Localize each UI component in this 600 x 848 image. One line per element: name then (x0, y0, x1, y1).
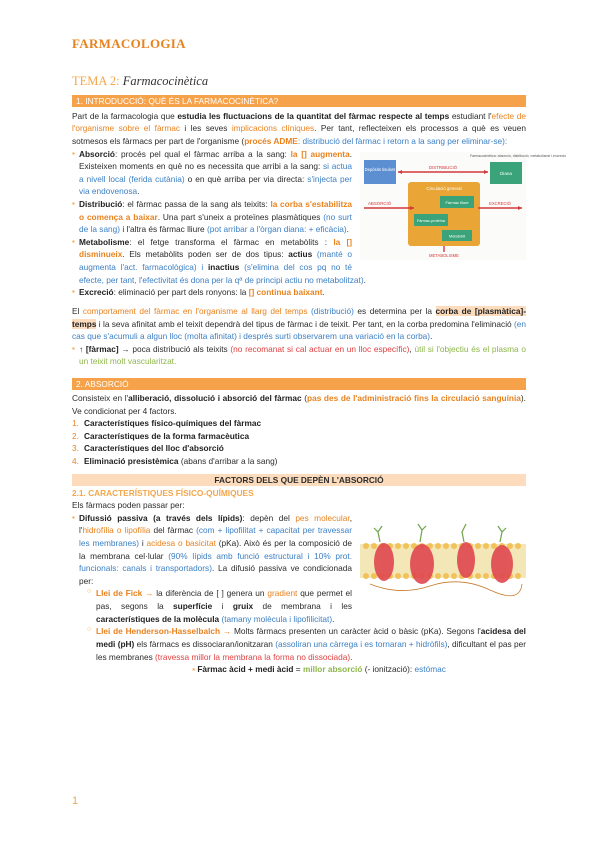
text: . (322, 287, 325, 298)
absorcio-intro (72, 392, 526, 417)
text-highlight: corba de [plasmàtica]-temps (72, 305, 527, 329)
sublist-item-hh (87, 625, 526, 663)
text: o en què arriba per via directa: (184, 173, 308, 184)
difusio-block (72, 512, 526, 676)
term: Distribució (79, 199, 123, 210)
text: , dificultant el pas per les membranes (96, 638, 526, 662)
difusio-list (72, 512, 526, 663)
factor-text: Característiques del lloc d'absorció (84, 443, 224, 454)
list-item-farmac (72, 343, 526, 368)
document-title: FARMACOLOGIA (72, 36, 186, 51)
document-page (72, 30, 567, 676)
text: ( (301, 392, 308, 403)
subsection-2-1-title: 2.1. CARACTERÍSTIQUES FÍSICO-QUÍMIQUES (72, 487, 254, 498)
text: del fàrmac (150, 525, 197, 536)
text-blue: (no surt de la sang) (79, 211, 352, 235)
text: es determina per la (353, 305, 436, 316)
text-bold: superfície (173, 601, 213, 612)
text: Part de la farmacologia que (72, 110, 178, 121)
text-blue: si actua a nivell local (ferida cutània) (79, 161, 352, 184)
tema-name: Farmacocinètica (122, 73, 209, 88)
text-green-bold: millor absorció (302, 664, 363, 675)
distribucio-label: DISTRIBUCIÓ (428, 164, 458, 170)
text: . (137, 186, 140, 197)
factor-item (72, 455, 526, 468)
factor-number: 3. (72, 443, 79, 454)
text-bold: Fàrmac àcid + medi àcid (197, 664, 294, 675)
term: Metabolisme (79, 236, 130, 247)
term: Difussió passiva (a través dels lípids) (79, 512, 243, 523)
text: : el fetge transforma el fàrmac en metabòlits : (129, 236, 334, 247)
text: . (430, 331, 433, 342)
metabolisme-label: METABOLISME (429, 252, 459, 258)
text: Consisteix en l' (72, 392, 129, 403)
text-orange: comportament del fàrmac en l'organisme al llarg del temps (82, 305, 308, 316)
page-number: 1 (72, 795, 79, 807)
text: que permet el pas, segons la (96, 588, 352, 612)
text: : eliminació per part dels ronyons: la (113, 287, 249, 298)
text: (- ionització): (362, 664, 415, 675)
text-orange: hidrofília o lipofília (82, 525, 151, 536)
factor-text: Característiques de la forma farmacèutica (84, 430, 250, 441)
factor-extra: (abans d'arribar a la sang) (178, 455, 278, 466)
factor-number: 1. (72, 418, 79, 429)
factor-number: 2. (72, 430, 79, 441)
text: . Per tant, reflecteixen els processos a què es veuen sotmesos els fàrmacs per part de l'organisme ( (72, 123, 526, 146)
text: (pKa). Això és per la composició de la membrana cel·lular (79, 538, 352, 561)
text: i (139, 538, 147, 549)
list-item-metabolisme (72, 236, 526, 286)
text-blue: (tamany molècula i lipofilicitat) (221, 613, 333, 624)
text: . (332, 613, 335, 624)
text: , l' (79, 512, 352, 536)
factors-header: FACTORS DELS QUE DEPÈN L'ABSORCIÓ (72, 474, 526, 486)
text: . Una part s'uneix a proteïnes plasmàtiques (157, 211, 324, 222)
text-red: (travessa millor la membrana la forma no dissociada) (155, 651, 351, 662)
text-red: (no recomanat si cal actuar en un lloc específic) (230, 343, 410, 354)
text-blue: (distribució) (307, 305, 354, 316)
text-orange-bold: la [] disminueix (79, 236, 352, 260)
text: i l'altra és fàrmac lliure (120, 224, 207, 235)
text: la diferència de [ ] genera un (153, 588, 268, 599)
circulacio-label: Circulació general (426, 185, 462, 191)
text-bold: estudia les fluctuacions de la quantitat del fàrmac respecte al temps (177, 110, 450, 121)
text: . La difusió passiva ve condicionada per: (79, 563, 352, 586)
term: Excreció (79, 287, 114, 298)
subsection-intro: Els fàrmacs poden passar per: (72, 500, 185, 511)
text: de membrana i les (253, 601, 352, 612)
text-orange: implicacions clíniques (231, 123, 315, 134)
sublist-item-fick (87, 587, 526, 625)
text: , (409, 343, 415, 354)
text-blue: : distribució del fàrmac i retorn a la sang per eliminar-se): (297, 135, 508, 146)
term: Absorció (79, 148, 115, 159)
curve-paragraph (72, 305, 526, 343)
text-orange: pes molecular (295, 512, 350, 523)
text-blue: (com + lipofilitat + capacitat per travessar les membranes) (79, 525, 352, 549)
text: i (212, 601, 233, 612)
text: . (346, 224, 349, 235)
factor-item (72, 442, 526, 455)
factor-text: Eliminació presistèmica (84, 455, 179, 466)
section-2-header: 2. ABSORCIÓ (72, 378, 526, 390)
intro-paragraph (72, 110, 526, 148)
tema-label: TEMA 2: (72, 73, 120, 88)
list-item-excrecio (72, 286, 526, 299)
factors-list (72, 417, 526, 467)
text: : procés pel qual el fàrmac arriba a la sang: (114, 148, 291, 159)
text-blue: (manté o augmenta l'act. farmacològica) i (79, 249, 352, 273)
text: . Els metabòlits poden ser de dos tipus: (122, 249, 289, 260)
text: els fàrmacs es dissociaran/ionitzaran (134, 638, 276, 649)
text: i les seves (180, 123, 232, 134)
text-orange: efecte de l'organisme sobre el fàrmac (72, 110, 526, 134)
diagram-note: Farmacocinètica: absorció, distribució, metabolisme i excreció (470, 153, 567, 158)
excrecio-label: EXCRECIÓ (489, 200, 511, 206)
text-blue: (pot arribar a l'òrgan diana: + eficàcia) (206, 224, 347, 235)
text-bold: actius (288, 249, 313, 260)
text: . (363, 274, 366, 285)
factor-item (72, 417, 526, 430)
text: . Existeixen moments en què no es necessita que arribi a la sang: (79, 148, 352, 172)
text-bold: acidesa del medi (pH) (96, 626, 526, 649)
farmac-proteina-label: Fàrmac-proteïna (416, 218, 446, 223)
list-item-difusio (72, 512, 526, 663)
text-bold: inactius (207, 262, 240, 273)
text-orange-bold: Llei de Henderson-Hasselbalch → (96, 626, 232, 637)
bullet-square: ▪ (192, 664, 198, 675)
text-bold: característiques de la molècula (96, 613, 220, 624)
text-orange: gradient (267, 588, 298, 599)
metabolit-label: Metabòlit (448, 233, 466, 239)
text-orange-bold: procés ADME (244, 135, 298, 146)
section-1-header: 1. INTRODUCCIÓ: QUÈ ÉS LA FARMACOCINÈTICA? (72, 95, 526, 107)
list-item-absorcio (72, 148, 526, 198)
farmac-lliure-label: Fàrmac lliure (445, 199, 469, 205)
text: Molts fàrmacs presenten un caràcter àcid o bàsic (pKa). Segons l' (231, 626, 481, 637)
text-bold: alliberació, dissolució i absorció del fàrmac (128, 392, 302, 403)
diana-label: Diana (499, 170, 513, 176)
farmac-list (72, 343, 526, 368)
text: → poca distribució als teixits (118, 343, 231, 354)
text-orange-bold: [] continua baixant (248, 287, 323, 298)
text-blue: (90% lípids amb funció estructural i 10% prot. funcionals: canals i transportadors) (79, 550, 352, 574)
factor-item (72, 430, 526, 443)
adme-list (72, 148, 526, 299)
deposit-label: Depòsits tisulars (364, 166, 396, 172)
text: = (293, 664, 303, 675)
factor-text: Característiques físico-químiques del fàrmac (84, 418, 262, 429)
acid-rule-line (112, 663, 526, 676)
text: : el fàrmac passa de la sang als teixits: (122, 199, 271, 210)
text: ). Ve condicionat per 4 factors. (72, 392, 526, 416)
text-blue: (s'elimina del cos pq no té efecte, per tant, l'efectivitat és dona per la qª de principi actiu no metabolitzat) (79, 262, 364, 285)
text: estudiant l' (449, 110, 492, 121)
absorcio-label: ABSORCIÓ (368, 200, 392, 206)
text-orange-bold: pas des de l'administració fins la circulació sanguínia (307, 392, 521, 403)
difusio-sublist (87, 587, 526, 663)
text-orange-bold: la [] augmenta (290, 148, 350, 159)
text-orange-bold: Llei de Fick → (96, 588, 154, 599)
text-blue: (assoliran una càrrega i es tornaran + hidròfils) (275, 638, 448, 649)
text-blue: (en cas que s'acumuli a algun lloc (molta afinitat) i després surti observarem una variació en la corba) (72, 318, 526, 342)
adme-block (72, 148, 567, 299)
factor-number: 4. (72, 455, 79, 466)
text-blue: estómac (414, 664, 446, 675)
tema-heading (72, 72, 526, 91)
text-orange-bold: la corba s'estabilitza o comença a baixar (79, 199, 352, 222)
text-green: útil si l'objectiu és el plasma o un teixit molt vascularitzat. (79, 343, 526, 367)
text: i la seva afinitat amb el teixit dependrà del tipus de fàrmac i de teixit. Per tant, en la corba predomina l'eliminació (96, 318, 514, 329)
text: : depèn del (242, 512, 296, 523)
text: . (350, 651, 353, 662)
list-item-distribucio (72, 198, 526, 239)
text-blue: s'injecta per via endovenosa (79, 173, 353, 197)
text: El (72, 305, 83, 316)
text-bold: gruix (232, 601, 254, 612)
term: ↑ [fàrmac] (79, 343, 119, 354)
text-orange: acidesa o basicitat (146, 538, 216, 549)
